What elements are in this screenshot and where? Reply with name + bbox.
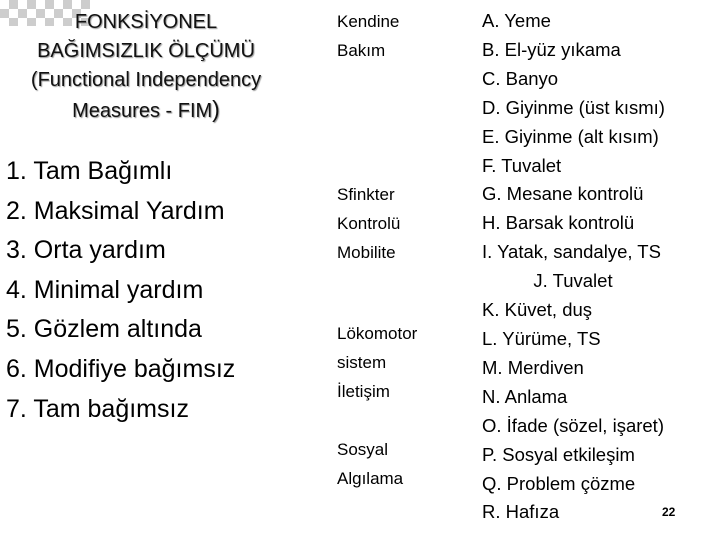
category-line: Lökomotor: [337, 324, 418, 343]
fim-items-list: [482, 7, 678, 527]
category-line: İletişim: [337, 382, 390, 401]
item: F. Tuvalet: [482, 154, 562, 176]
level-item: 2. Maksimal Yardım: [6, 196, 225, 225]
item: G. Mesane kontrolü: [482, 183, 644, 205]
item: E. Giyinme (alt kısım): [482, 125, 659, 147]
fim-levels-list: [6, 152, 235, 429]
title-line-3: (Functional Independency: [30, 69, 262, 91]
level-item: 3. Orta yardım: [6, 236, 166, 265]
item: N. Anlama: [482, 385, 568, 407]
category-line: Mobilite: [337, 243, 396, 262]
item: Q. Problem çözme: [482, 472, 636, 494]
title-line-4: [0, 95, 292, 126]
category-social-cognition: [337, 435, 403, 493]
slide-title: [0, 8, 292, 126]
title-line-4-text: Measures - FIM: [72, 100, 213, 122]
item: D. Giyinme (üst kısmı): [482, 96, 665, 118]
level-item: 5. Gözlem altında: [6, 315, 202, 344]
category-self-care: [337, 7, 399, 65]
level-item: 6. Modifiye bağımsız: [6, 354, 236, 383]
item: A. Yeme: [482, 10, 551, 31]
category-locomotion-communication: [337, 319, 417, 406]
item: H. Barsak kontrolü: [482, 212, 635, 234]
category-line: Sfinkter: [337, 185, 395, 204]
title-line-2: BAĞIMSIZLIK ÖLÇÜMÜ: [37, 40, 255, 62]
item: O. İfade (sözel, işaret): [482, 414, 664, 436]
category-line: sistem: [337, 353, 387, 372]
category-line: Kendine: [337, 12, 400, 31]
category-line: Algılama: [337, 469, 404, 488]
item: R. Hafıza: [482, 501, 560, 523]
title-line-1: FONKSİYONEL: [74, 11, 218, 33]
category-line: Sosyal: [337, 440, 389, 459]
item: I. Yatak, sandalye, TS: [482, 241, 661, 263]
level-item: 7. Tam bağımsız: [6, 394, 189, 423]
page-number: 22: [662, 505, 676, 519]
item: L. Yürüme, TS: [482, 327, 601, 349]
item: C. Banyo: [482, 67, 559, 89]
category-line: Kontrolü: [337, 214, 401, 233]
item: J. Tuvalet: [533, 270, 613, 292]
category-sphincter-mobility: [337, 180, 400, 267]
item: K. Küvet, duş: [482, 299, 593, 321]
item: M. Merdiven: [482, 356, 584, 378]
category-line: Bakım: [337, 41, 386, 60]
item: B. El-yüz yıkama: [482, 38, 621, 60]
title-line-4-paren: ): [212, 96, 220, 122]
item: P. Sosyal etkileşim: [482, 443, 635, 465]
level-item: 4. Minimal yardım: [6, 275, 204, 304]
level-item: 1. Tam Bağımlı: [6, 157, 173, 185]
